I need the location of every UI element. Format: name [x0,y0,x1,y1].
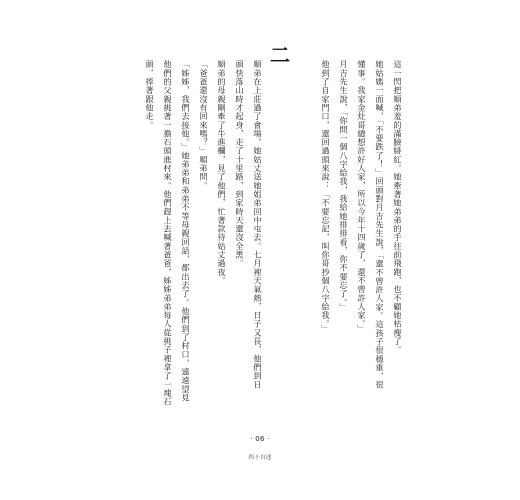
text-column: 月吉先生說，「你問一個八字給我，我給她排排看，你不要忘了。」 [339,60,349,312]
page-number: · 06 · [250,435,270,443]
text-column: 他們的父親挑著一擔石頭進村來。他們趕上去喊著爸爸，姊姊弟弟每人從挑子裡拿了一塊石 [163,60,173,406]
text-column: 頭快落山時才起身，走了十里路，到家時天還沒全黑。 [235,60,245,268]
text-column: 懂事。我家金灶哥總想許好人家，所以今年十四歲了，還不曾許人家。」 [357,60,367,333]
text-column: 這一閃把順弟羞的滿臉緋紅。她牽著她弟弟的手往前飛跑，也不顧她枯瘦了。 [393,60,403,355]
text-column: 「姊姊，我們去接他。」她弟弟和弟弟不等母親回話，都出去了。他們到了村口，遠遠望見 [181,60,191,402]
chapter-heading: 二 [270,43,290,67]
text-column: 頭，捧著跟他走。 [145,60,155,130]
text-column: 順弟在上莊過了會場，她姑丈送她姐弟回中屯去。七月裡天氣熱，日子又長，他們到日 [253,60,263,389]
text-column: 他到了自家門口，還回過頭來說：「不要忘記，叫你哥抄個八字給我。」 [321,60,331,333]
text-column: 「爸爸還沒有回來嗎？」順弟問。 [199,60,209,190]
footer-code: 四十自述 [248,455,272,461]
text-column: 她姑媽一面喊，「不要跌了！」回頭對月吉先生說，「還不曾許人家。這孩子很穩重，很 [375,60,385,390]
text-column: 順弟的母親剛牽了牛進欄，見了他們，忙著款待姑丈過夜。 [217,60,227,285]
